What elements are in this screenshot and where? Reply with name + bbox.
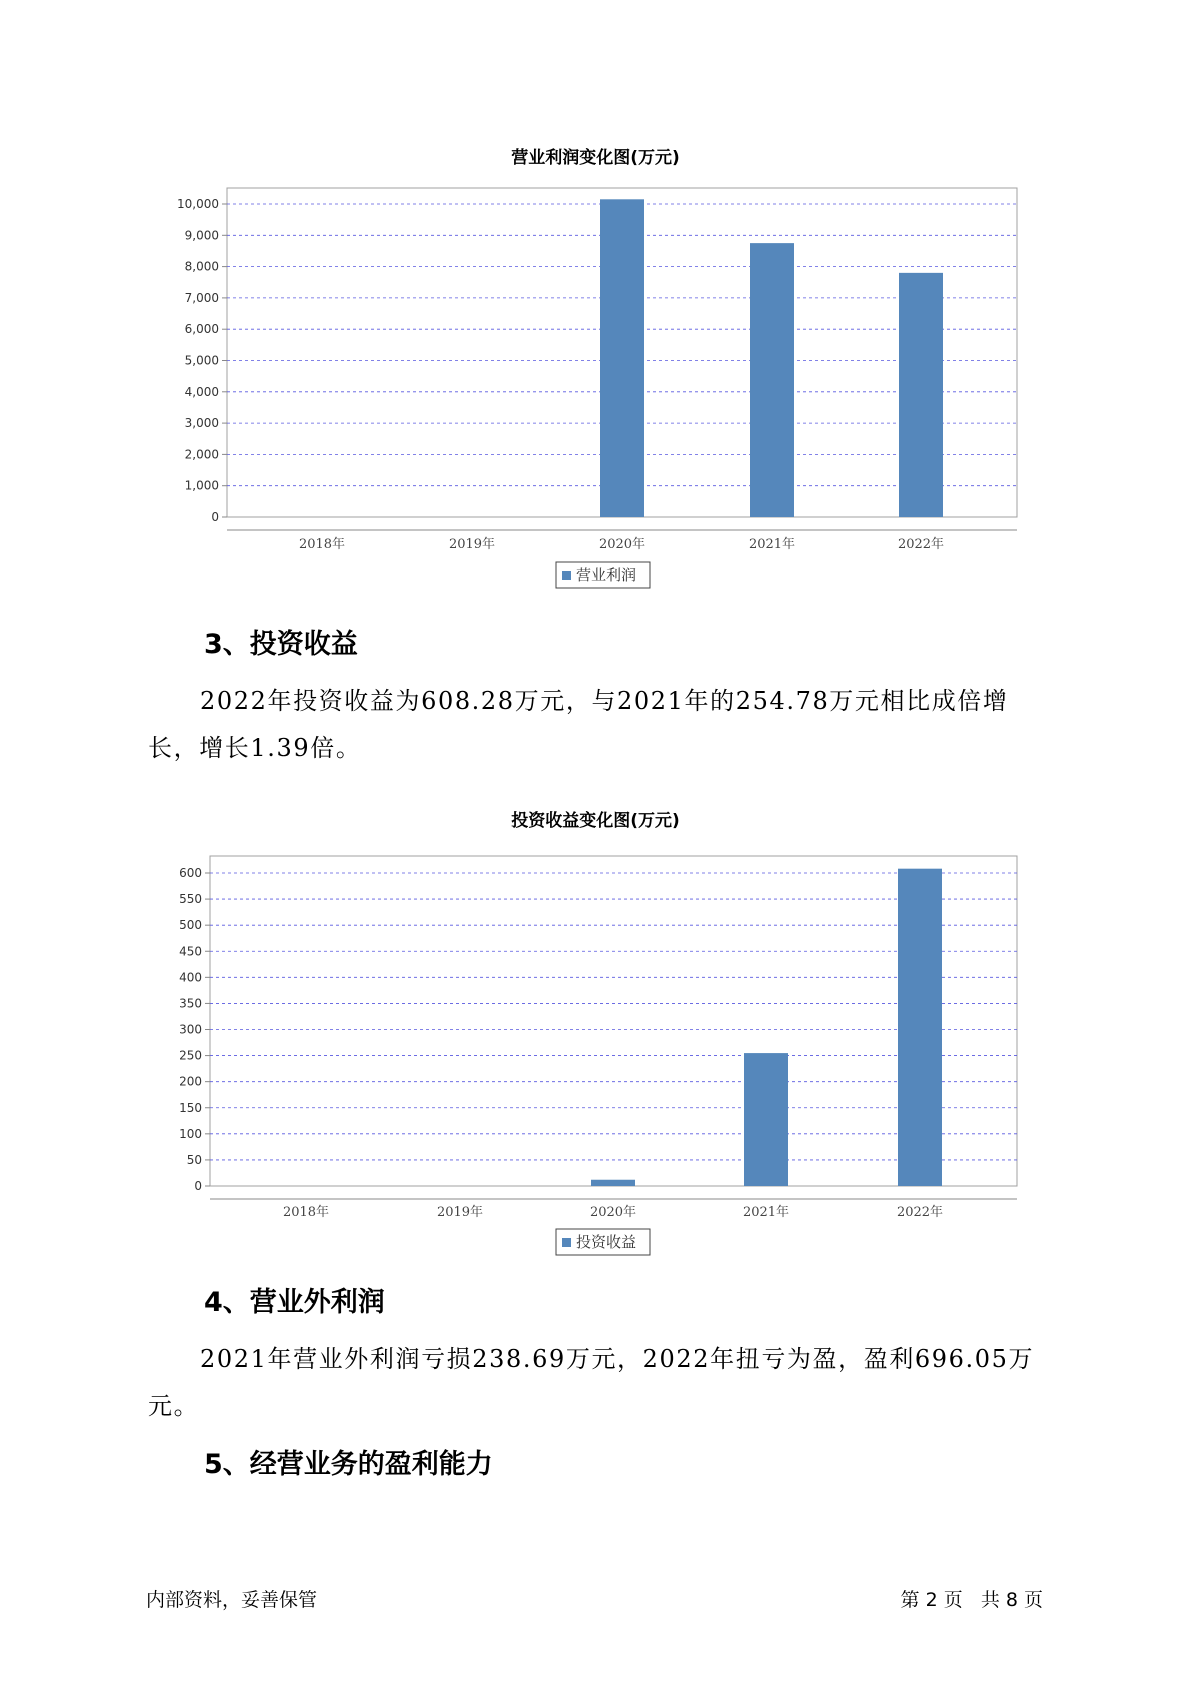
paragraph-text: 2021年营业外利润亏损238.69万元，2022年扭亏为盈，盈利696.05万元。 xyxy=(148,1345,1035,1420)
legend-label: 投资收益 xyxy=(576,1233,637,1251)
y-tick-label: 10,000 xyxy=(177,197,219,211)
y-tick-label: 550 xyxy=(179,892,202,907)
x-tick-label: 2021年 xyxy=(748,537,796,552)
x-tick-label: 2020年 xyxy=(598,537,646,552)
y-tick-label: 250 xyxy=(179,1048,202,1063)
bar-4 xyxy=(898,869,942,1186)
y-tick-label: 4,000 xyxy=(184,384,219,399)
y-tick-label: 7,000 xyxy=(184,290,219,305)
y-tick-label: 1,000 xyxy=(184,478,219,493)
y-tick-label: 300 xyxy=(179,1022,202,1037)
y-tick-label: 0 xyxy=(211,510,219,524)
y-tick-label: 450 xyxy=(179,944,202,959)
x-tick-label: 2018年 xyxy=(282,1205,330,1220)
y-tick-label: 100 xyxy=(179,1126,202,1141)
y-tick-label: 500 xyxy=(179,918,202,933)
section-heading-investment-income: 3、投资收益 xyxy=(204,629,358,660)
chart-title-investment-income: 投资收益变化图(万元) xyxy=(511,811,680,831)
x-tick-label: 2020年 xyxy=(589,1205,637,1220)
y-tick-label: 0 xyxy=(194,1179,202,1193)
chart-title-operating-profit: 营业利润变化图(万元) xyxy=(511,148,680,168)
legend-swatch xyxy=(562,1238,571,1247)
x-tick-label: 2019年 xyxy=(436,1205,484,1220)
x-tick-label: 2018年 xyxy=(298,537,346,552)
bar-3 xyxy=(744,1053,788,1186)
y-tick-label: 200 xyxy=(179,1074,202,1089)
plot-area xyxy=(210,856,1017,1186)
y-tick-label: 600 xyxy=(179,866,202,880)
section-heading-non-operating-profit: 4、营业外利润 xyxy=(204,1287,385,1318)
y-tick-label: 5,000 xyxy=(184,353,219,368)
y-tick-label: 150 xyxy=(179,1100,202,1115)
legend-label: 营业利润 xyxy=(576,566,637,584)
section-heading-operating-profitability: 5、经营业务的盈利能力 xyxy=(204,1449,493,1480)
paragraph-text: 2022年投资收益为608.28万元，与2021年的254.78万元相比成倍增长，增长1.39倍。 xyxy=(148,687,1009,762)
y-tick-label: 3,000 xyxy=(184,416,219,431)
y-tick-label: 50 xyxy=(186,1152,202,1167)
y-tick-label: 400 xyxy=(179,970,202,985)
y-tick-label: 9,000 xyxy=(184,228,219,243)
y-tick-label: 2,000 xyxy=(184,447,219,462)
x-tick-label: 2022年 xyxy=(896,1205,944,1220)
y-tick-label: 8,000 xyxy=(184,259,219,274)
footer-confidential-note: 内部资料，妥善保管 xyxy=(146,1589,318,1611)
paragraph-non-operating-profit xyxy=(148,1336,1048,1430)
x-tick-label: 2021年 xyxy=(742,1205,790,1220)
footer-page-number: 第 2 页 共 8 页 xyxy=(900,1589,1043,1611)
x-tick-label: 2022年 xyxy=(897,537,945,552)
y-tick-label: 350 xyxy=(179,996,202,1011)
x-tick-label: 2019年 xyxy=(448,537,496,552)
bar-2 xyxy=(591,1180,635,1186)
y-tick-label: 6,000 xyxy=(184,322,219,337)
